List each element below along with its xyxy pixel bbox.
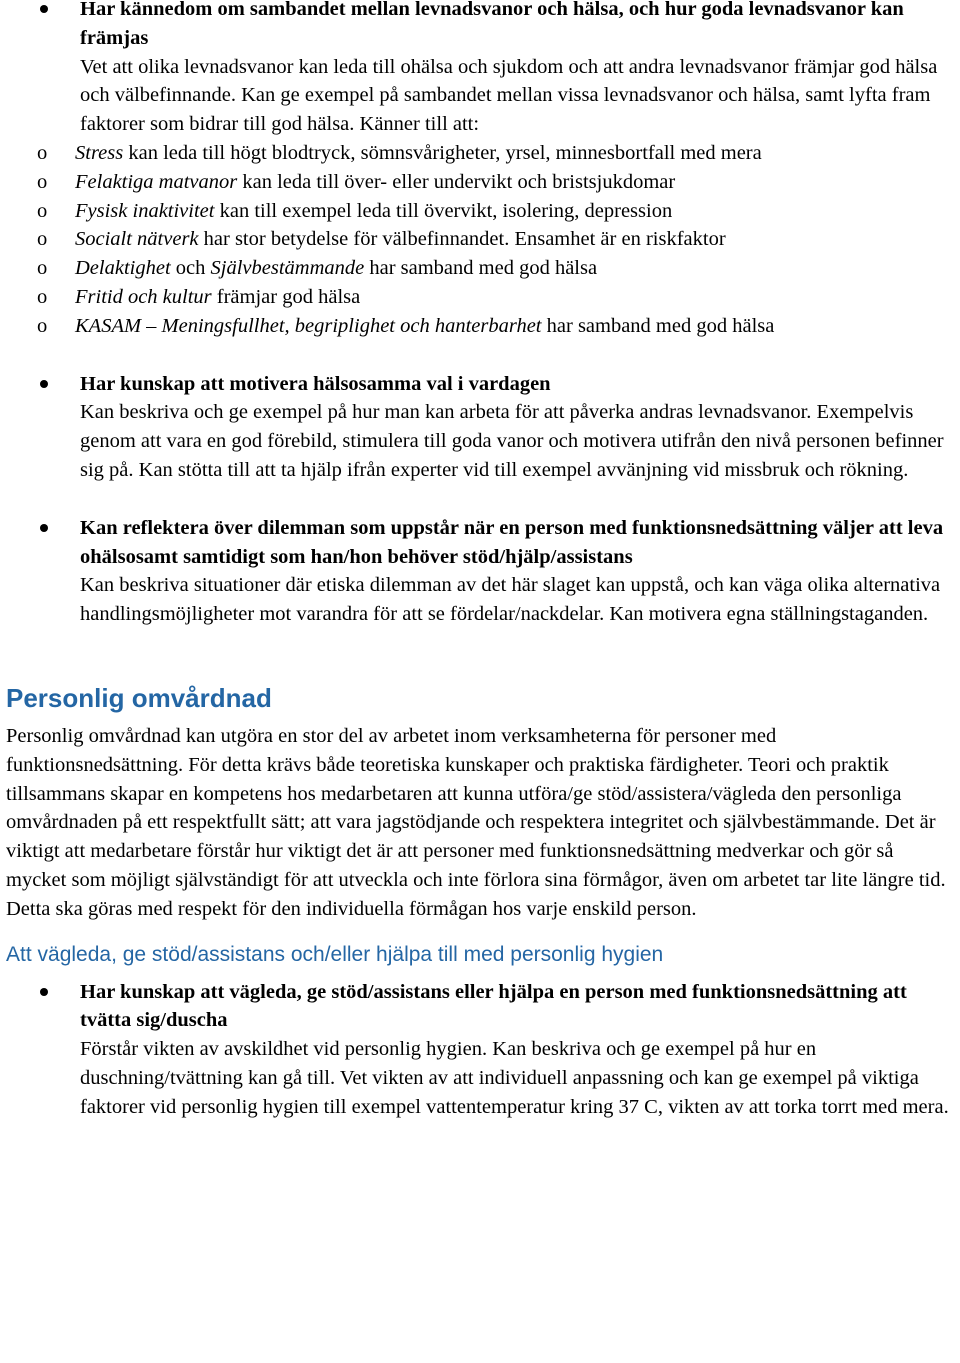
circle-marker-icon: o <box>37 199 48 222</box>
bullet-dilemman <box>0 514 960 629</box>
section-heading: Personlig omvårdnad <box>6 682 272 713</box>
sub-item-inaktivitet <box>0 197 960 226</box>
sub-item-matvanor <box>0 168 960 197</box>
bullet-dot-icon <box>40 380 48 388</box>
sub-item-term-2: Självbestämmande <box>210 257 365 280</box>
sub-item-term: KASAM – Meningsfullhet, begriplighet och hanterbarhet <box>75 314 542 337</box>
sub-item-text: har samband med god hälsa <box>541 314 775 337</box>
sub-item-term: Fritid och kultur <box>75 285 212 308</box>
sub-item-text: kan leda till högt blodtryck, sömnsvårigheter, yrsel, minnesbortfall med mera <box>123 141 762 164</box>
bullet-body: Vet att olika levnadsvanor kan leda till ohälsa och sjukdom och att andra levnadsvanor främjar god hälsa och välbefinnande. Kan ge exempel på sambandet mellan vissa levnadsvanor och hälsa, samt lyfta fram faktorer som bidrar till god hälsa. Känner till att: <box>80 55 938 136</box>
bullet-title: Har kunskap att vägleda, ge stöd/assistans eller hjälpa en person med funktionsnedsättning att tvätta sig/duscha <box>80 980 907 1032</box>
bullet-dot-icon <box>40 988 48 996</box>
bullet-dot-icon <box>40 524 48 532</box>
circle-marker-icon: o <box>37 257 48 280</box>
bullet-body: Förstår vikten av avskildhet vid personlig hygien. Kan beskriva och ge exempel på hur en duschning/tvättning kan gå till. Vet vikten av att individuell anpassning och kan ge exempel på viktiga faktorer vid personlig hygien till exempel vattentemperatur kring 37 C, vikten av att torka torrt med mera. <box>80 1038 949 1118</box>
sub-item-text: har stor betydelse för välbefinnandet. Ensamhet är en riskfaktor <box>198 228 726 251</box>
bullet-motivera <box>0 370 960 485</box>
sub-item-fritid <box>0 283 960 312</box>
sub-item-text: främjar god hälsa <box>211 285 361 308</box>
bullet-dot-icon <box>40 5 48 13</box>
sub-item-natverk <box>0 225 960 254</box>
section-subheading: Att vägleda, ge stöd/assistans och/eller hjälpa till med personlig hygien <box>6 942 664 966</box>
bullet-title: Har kännedom om sambandet mellan levnadsvanor och hälsa, och hur goda levnadsvanor kan främjas <box>80 0 904 49</box>
bullet-body: Kan beskriva och ge exempel på hur man kan arbeta för att påverka andras levnadsvanor. Exempelvis genom att vara en god förebild, stimulera till goda vanor och motivera utifrån den nivå personen befinner sig på. Kan stötta till att ta hjälp ifrån experter vid till exempel avvänjning vid missbruk och rökning. <box>80 401 944 481</box>
sub-item-text: och <box>170 257 211 280</box>
bullet-body: Kan beskriva situationer där etiska dilemman av det här slaget kan uppstå, och kan väga olika alternativa handlingsmöjligheter mot varandra för att se fördelar/nackdelar. Kan motivera egna ställningstaganden. <box>80 574 941 626</box>
section-paragraph: Personlig omvårdnad kan utgöra en stor del av arbetet inom verksamheterna för personer med funktionsnedsättning. För detta krävs både teoretiska kunskaper och praktiska färdigheter. Teori och praktik tillsammans skapar en kompetens hos medarbetaren att kunna utföra/ge stöd/assistera/vägleda den personliga omvårdnaden på ett respektfullt sätt; att vara jagstödjande och respektera integritet och självbestämmande. Det är viktigt att medarbetare förstår hur viktigt det är att personer med funktionsnedsättning medverkar och gör så mycket som möjligt självständigt för att utveckla och inte förlora sina förmågor, även om arbetet tar lite längre tid. Detta ska göras med respekt för den individuella förmågan hos varje enskild person. <box>6 724 946 920</box>
bullet-hygien <box>0 978 960 1122</box>
sub-item-term: Stress <box>75 141 124 164</box>
sub-item-text: kan leda till över- eller undervikt och bristsjukdomar <box>237 170 676 193</box>
sub-item-term: Socialt nätverk <box>75 228 199 251</box>
sub-item-text: kan till exempel leda till övervikt, isolering, depression <box>214 199 673 222</box>
sub-item-delaktighet <box>0 254 960 283</box>
circle-marker-icon: o <box>37 285 48 308</box>
sub-item-term: Fysisk inaktivitet <box>75 199 215 222</box>
circle-marker-icon: o <box>37 170 48 193</box>
sub-item-stress <box>0 139 960 168</box>
sub-item-text: har samband med god hälsa <box>364 257 598 280</box>
sub-list <box>0 139 960 341</box>
bullet-levnadsvanor <box>0 0 960 139</box>
sub-item-term: Felaktiga matvanor <box>75 170 238 193</box>
circle-marker-icon: o <box>37 314 48 337</box>
sub-item-term: Delaktighet <box>75 257 171 280</box>
circle-marker-icon: o <box>37 141 48 164</box>
circle-marker-icon: o <box>37 228 48 251</box>
bullet-title: Kan reflektera över dilemman som uppstår när en person med funktionsnedsättning väljer att leva ohälsosamt samtidigt som han/hon behöver stöd/hjälp/assistans <box>80 516 944 568</box>
bullet-title: Har kunskap att motivera hälsosamma val i vardagen <box>80 372 551 395</box>
sub-item-kasam <box>0 312 960 341</box>
